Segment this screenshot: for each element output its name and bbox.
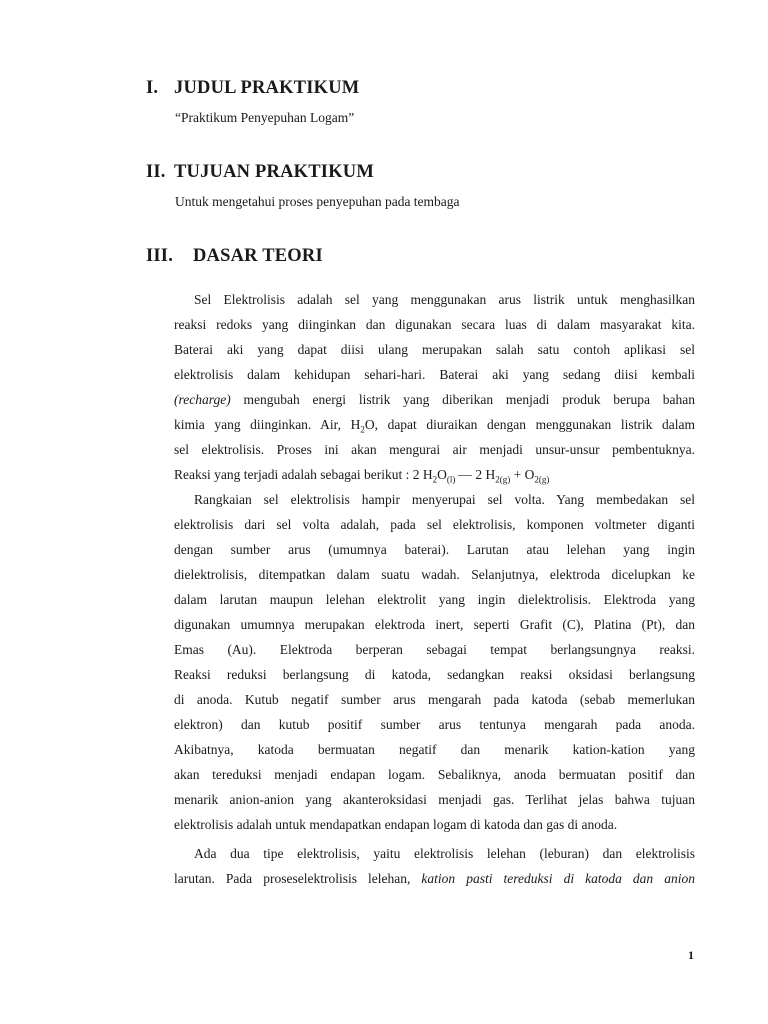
section-body-2: Untuk mengetahui proses penyepuhan pada tembaga — [175, 194, 460, 209]
text-line: elektrolisis dari sel volta adalah, pada sel elektrolisis, komponen voltmeter diganti — [174, 517, 695, 532]
text-line: Emas (Au). Elektroda berperan sebagai tempat berlangsungnya reaksi. — [174, 642, 695, 657]
text-line: Ada dua tipe elektrolisis, yaitu elektrolisis lelehan (leburan) dan elektrolisis — [194, 846, 695, 861]
section-title: DASAR TEORI — [193, 246, 323, 266]
text-line: elektrolisis adalah untuk mendapatkan endapan logam di katoda dan gas di anoda. — [174, 817, 618, 832]
text-line: elektron) dan kutub positif sumber arus tentunya mengarah pada anoda. — [174, 717, 695, 732]
paragraph-2 — [174, 487, 695, 837]
text-line: Baterai aki yang dapat diisi ulang merupakan salah satu contoh aplikasi sel — [174, 342, 695, 357]
text-line: larutan. Pada proseselektrolisis lelehan, kation pasti tereduksi di katoda dan anion — [174, 871, 695, 886]
text-line: dalam larutan maupun lelehan elektrolit yang ingin dielektrolisis. Elektroda yang — [174, 592, 695, 607]
text-line: dielektrolisis, ditempatkan dalam suatu wadah. Selanjutnya, elektroda dicelupkan ke — [174, 567, 695, 582]
section-body-1: “Praktikum Penyepuhan Logam” — [175, 110, 355, 125]
section-number: II. — [146, 162, 166, 182]
section-heading-2 — [146, 162, 374, 183]
italic-text: kation pasti tereduksi di katoda dan anion — [421, 871, 695, 886]
reaction-arrow-icon — [458, 475, 472, 476]
paragraph-3 — [174, 841, 695, 891]
recharge-term: (recharge) — [174, 392, 231, 407]
text-line: Akibatnya, katoda bermuatan negatif dan menarik kation-kation yang — [174, 742, 695, 757]
text-line: dengan sumber arus (umumnya baterai). Larutan atau lelehan yang ingin — [174, 542, 695, 557]
text-line: Sel Elektrolisis adalah sel yang menggunakan arus listrik untuk menghasilkan — [194, 292, 695, 307]
text-line: reaksi redoks yang diinginkan dan digunakan secara luas di dalam masyarakat kita. — [174, 317, 695, 332]
section-number: I. — [146, 78, 159, 98]
text-line: akan tereduksi menjadi endapan logam. Sebaliknya, anoda bermuatan positif dan — [174, 767, 695, 782]
text-line: (recharge) mengubah energi listrik yang diberikan menjadi produk berupa bahan — [174, 392, 695, 407]
section-title: TUJUAN PRAKTIKUM — [174, 162, 375, 182]
section-title: JUDUL PRAKTIKUM — [174, 78, 360, 98]
text-line: di anoda. Kutub negatif sumber arus mengarah pada katoda (sebab memerlukan — [174, 692, 695, 707]
text-line: digunakan umumnya merupakan elektroda inert, seperti Grafit (C), Platina (Pt), dan — [174, 617, 695, 632]
text-line: kimia yang diinginkan. Air, $H_2O$, dapat diuraikan dengan menggunakan listrik dalam — [174, 417, 695, 435]
text-line: Reaksi reduksi berlangsung di katoda, sedangkan reaksi oksidasi berlangsung — [174, 667, 695, 682]
section-heading-1 — [146, 78, 359, 99]
text-line: sel elektrolisis. Proses ini akan mengurai air menjadi unsur-unsur pembentuknya. — [174, 442, 695, 457]
section-heading-3 — [146, 246, 323, 267]
section-number: III. — [146, 246, 174, 266]
text-line: menarik anion-anion yang akanteroksidasi menjadi gas. Terlihat jelas bahwa tujuan — [174, 792, 695, 807]
page-number: 1 — [688, 948, 694, 962]
text-line: Rangkaian sel elektrolisis hampir menyerupai sel volta. Yang membedakan sel — [194, 492, 695, 507]
paragraph-1 — [174, 287, 695, 487]
equation-line: Reaksi yang terjadi adalah sebagai berikut : 2 $H_2O_{(l)}$ 2 $H_{2(g)} + O_{2(g)}$ — [174, 467, 550, 485]
text-line: elektrolisis dalam kehidupan sehari-hari. Baterai aki yang sedang diisi kembali — [174, 367, 695, 382]
